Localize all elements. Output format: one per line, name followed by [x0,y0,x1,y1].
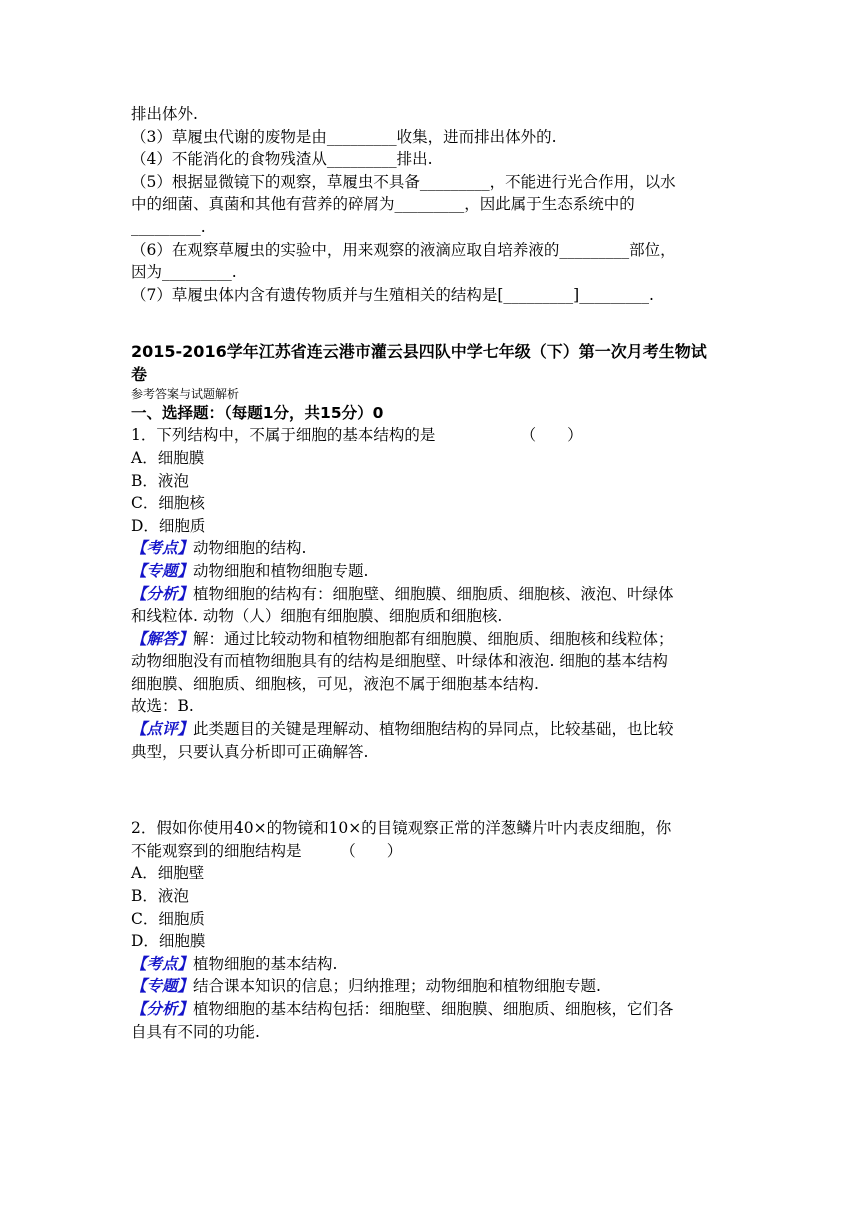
text-line: （5）根据显微镜下的观察，草履虫不具备_________，不能进行光合作用，以水 [131,172,676,191]
question-stem: 不能观察到的细胞结构是 （ ） [131,841,403,860]
exam-title-line-1: 2015-2016学年江苏省连云港市灌云县四队中学七年级（下）第一次月考生物试 [131,342,707,362]
zhuanti-line [131,975,731,998]
zhuanti-text: 结合课本知识的信息；归纳推理；动物细胞和植物细胞专题. [193,977,601,996]
fenxi-tag: 【分析】 [131,583,194,603]
dianping-text: 此类题目的关键是理解动、植物细胞结构的异同点，比较基础，也比较 [193,720,674,739]
question-2 [131,817,731,1043]
fenxi-line: 自具有不同的功能. [131,1022,260,1041]
jieda-line: 动物细胞没有而植物细胞具有的结构是细胞壁、叶绿体和液泡. 细胞的基本结构 [131,652,668,671]
kaodian-tag: 【考点】 [131,953,194,973]
dianping-line: 典型，只要认真分析即可正确解答. [131,742,369,761]
kaodian-tag: 【考点】 [131,538,194,558]
text-line: （3）草履虫代谢的废物是由_________收集，进而排出体外的. [131,127,557,146]
jieda-line: 细胞膜、细胞质、细胞核，可见，液泡不属于细胞基本结构. [131,674,539,693]
kaodian-line [131,537,731,560]
kaodian-text: 动物细胞的结构. [193,539,307,558]
dianping-line [131,718,731,741]
dianping-tag: 【点评】 [131,719,194,739]
fenxi-text: 植物细胞的基本结构包括：细胞壁、细胞膜、细胞质、细胞核，它们各 [193,1000,674,1018]
zhuanti-text: 动物细胞和植物细胞专题. [193,561,369,580]
fenxi-text: 植物细胞的结构有：细胞壁、细胞膜、细胞质、细胞核、液泡、叶绿体 [193,584,674,603]
previous-question-continuation [131,103,731,306]
exam-title-line-2: 卷 [131,365,148,385]
fenxi-line [131,583,731,606]
zhuanti-line [131,560,731,583]
option-a: A．细胞膜 [131,448,205,467]
kaodian-text: 植物细胞的基本结构. [193,954,338,973]
zhuanti-tag: 【专题】 [131,560,194,580]
fenxi-line: 和线粒体. 动物（人）细胞有细胞膜、细胞质和细胞核. [131,607,503,626]
fenxi-tag: 【分析】 [131,999,194,1018]
option-d: D．细胞质 [131,516,206,535]
question-stem: 2．假如你使用40×的物镜和10×的目镜观察正常的洋葱鳞片叶内表皮细胞，你 [131,819,672,838]
question-1 [131,424,731,763]
zhuanti-tag: 【专题】 [131,976,194,996]
option-b: B．液泡 [131,471,189,490]
text-line: 因为_________. [131,263,237,282]
text-line: （4）不能消化的食物残渣从_________排出. [131,150,433,169]
text-line: _________. [131,217,206,236]
exam-subtitle: 参考答案与试题解析 [131,387,240,402]
option-a: A．细胞壁 [131,864,205,883]
option-c: C．细胞质 [131,909,205,928]
answer-line: 故选：B. [131,697,194,716]
section-heading: 一、选择题：（每题1分，共15分）0 [131,404,384,423]
fenxi-line [131,998,731,1021]
option-b: B．液泡 [131,887,189,906]
text-line: 排出体外. [131,105,198,123]
jieda-line [131,628,731,651]
question-stem: 1．下列结构中，不属于细胞的基本结构的是 （ ） [131,426,583,445]
text-line: （6）在观察草履虫的实验中，用来观察的液滴应取自培养液的_________部位， [131,240,676,259]
text-line: 中的细菌、真菌和其他有营养的碎屑为_________，因此属于生态系统中的 [131,195,635,214]
option-d: D．细胞膜 [131,932,206,951]
jieda-text: 解：通过比较动物和植物细胞都有细胞膜、细胞质、细胞核和线粒体； [193,629,674,648]
option-c: C．细胞核 [131,494,205,513]
document-body [131,103,731,1043]
text-line: （7）草履虫体内含有遗传物质并与生殖相关的结构是[_________]_________. [131,285,654,304]
kaodian-line [131,953,731,976]
jieda-tag: 【解答】 [131,628,194,648]
